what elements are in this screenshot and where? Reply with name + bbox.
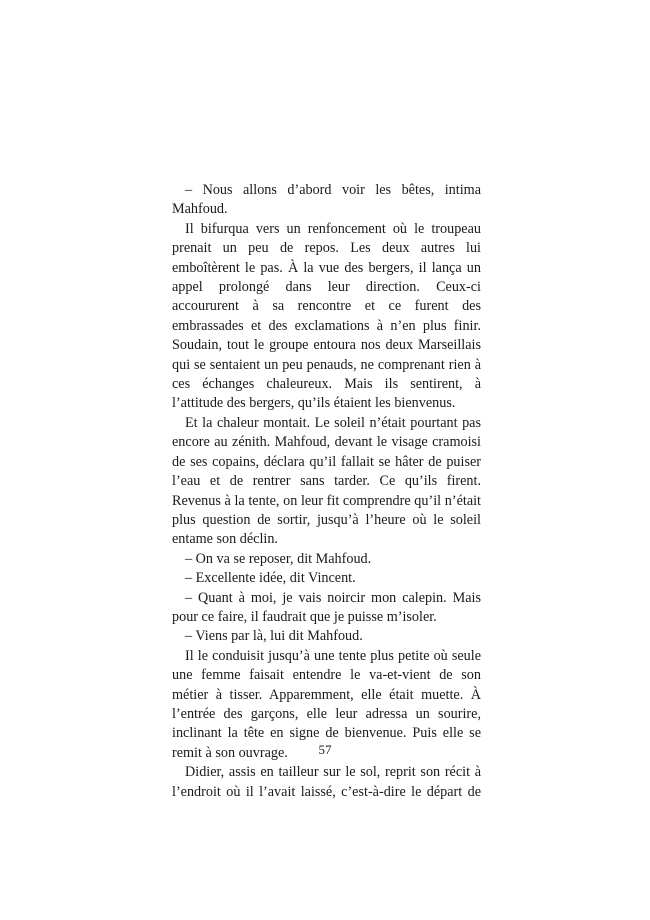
paragraph: Il bifurqua vers un renfoncement où le troupeau prenait un peu de repos. Les deux autres lui emboîtèrent le pas. À la vue des bergers, il lança un appel prolongé dans leur direction. Ceux-ci accoururent à sa rencontre et ce furent des embrassades et des exclamations à n’en plus finir. Soudain, tout le groupe entoura nos deux Marseillais qui se sentaient un peu penauds, ne comprenant rien à ces échanges chaleureux. Mais ils sentirent, à l’attitude des bergers, qu’ils étaient les bienvenus.: [172, 220, 481, 412]
paragraph: – Excellente idée, dit Vincent.: [185, 570, 356, 587]
paragraph: Et la chaleur montait. Le soleil n’était pourtant pas encore au zénith. Mahfoud, devant le visage cramoisi de ses copains, déclara qu’il fallait se hâter de puiser l’eau et de rentrer sans tarder. Ce qu’ils firent. Revenus à la tente, on leur fit comprendre qu’il n’était plus question de sortir, jusqu’à l’heure où le soleil entame son déclin.: [172, 414, 481, 548]
paragraph: – Quant à moi, je vais noircir mon calepin. Mais pour ce faire, il faudrait que je puisse m’isoler.: [172, 589, 481, 625]
paragraph: – Viens par là, lui dit Mahfoud.: [185, 628, 363, 645]
paragraph: – Nous allons d’abord voir les bêtes, intima Mahfoud.: [172, 182, 481, 218]
paragraph: Didier, assis en tailleur sur le sol, reprit son récit à l’endroit où il l’avait laissé, c’est-à-dire le départ de: [172, 764, 481, 800]
page-text: [172, 181, 481, 802]
paragraph: Il le conduisit jusqu’à une tente plus petite où seule une femme faisait entendre le va-et-vient de son métier à tisser. Apparemment, elle était muette. À l’entrée des garçons, elle leur adressa un sourire, inclinant la tête en signe de bienvenue. Puis elle se remit à son ouvrage.: [172, 647, 481, 761]
paragraph: – On va se reposer, dit Mahfoud.: [185, 550, 372, 567]
page-number: 57: [318, 742, 332, 757]
